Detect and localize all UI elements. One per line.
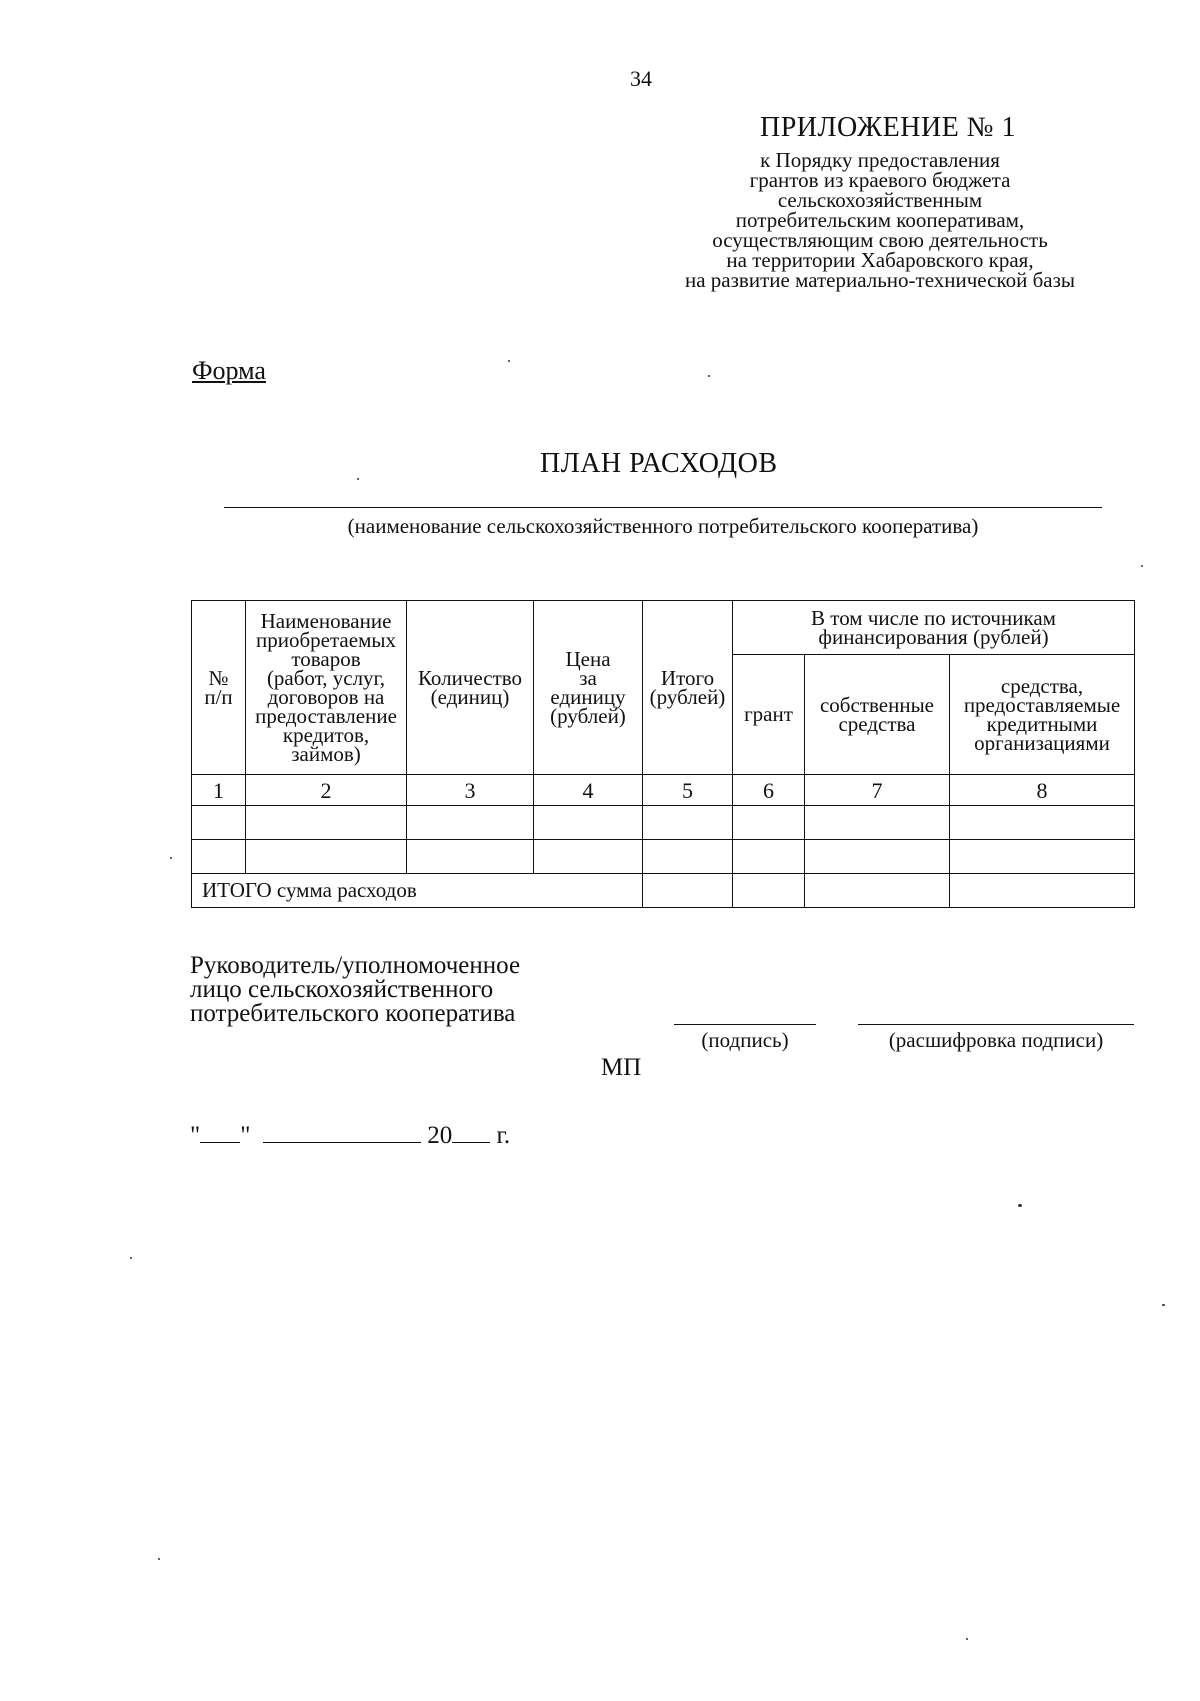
signature-line[interactable] xyxy=(674,1024,816,1025)
total-cell[interactable] xyxy=(733,874,805,908)
header-item-name: Наименование приобретаемых товаров (работ, услуг, договоров на предоставление кредитов, займов) xyxy=(246,601,407,775)
table-cell[interactable] xyxy=(407,806,534,840)
header-funding-sources: В том числе по источникам финансирования (рублей) xyxy=(733,601,1135,655)
form-label: Форма xyxy=(192,356,266,385)
appendix-line: потребительским кооперативам, xyxy=(735,208,1025,232)
appendix-line: грантов из краевого бюджета xyxy=(749,168,1011,192)
column-number: 1 xyxy=(192,775,246,806)
header-credit-funds: средства, предоставляемые кредитными организациями xyxy=(950,655,1135,775)
table-cell[interactable] xyxy=(805,806,950,840)
signer-title: Руководитель/уполномоченное лицо сельскохозяйственного потребительского кооператива xyxy=(190,952,521,1027)
month-blank[interactable] xyxy=(263,1120,421,1143)
total-cell[interactable] xyxy=(950,874,1135,908)
quote-close: " xyxy=(240,1122,251,1149)
total-row xyxy=(192,874,1135,908)
column-number: 8 xyxy=(950,775,1135,806)
header-grant: грант xyxy=(733,655,805,775)
column-number: 4 xyxy=(534,775,643,806)
table-row xyxy=(192,840,1135,874)
signature-decoding-caption: (расшифровка подписи) xyxy=(888,1028,1104,1052)
expense-plan-table xyxy=(191,600,1135,908)
signature-caption: (подпись) xyxy=(701,1028,789,1052)
quote-open: " xyxy=(190,1122,201,1149)
scan-speck xyxy=(1162,1304,1165,1306)
total-label: ИТОГО сумма расходов xyxy=(192,874,643,908)
table-cell[interactable] xyxy=(733,806,805,840)
header-quantity: Количество (единиц) xyxy=(407,601,534,775)
column-number: 3 xyxy=(407,775,534,806)
table-cell[interactable] xyxy=(407,840,534,874)
table-cell[interactable] xyxy=(534,840,643,874)
appendix-line: осуществляющим свою деятельность xyxy=(712,228,1048,252)
table-cell[interactable] xyxy=(246,806,407,840)
appendix-line: к Порядку предоставления xyxy=(760,148,1000,172)
table-cell[interactable] xyxy=(192,840,246,874)
cooperative-name-caption: (наименование сельскохозяйственного потребительского кооператива) xyxy=(347,514,979,538)
appendix-title: ПРИЛОЖЕНИЕ № 1 xyxy=(760,112,1016,143)
table-cell[interactable] xyxy=(643,840,733,874)
plan-title: ПЛАН РАСХОДОВ xyxy=(540,448,778,479)
column-number: 5 xyxy=(643,775,733,806)
appendix-line: на территории Хабаровского края, xyxy=(726,248,1034,272)
scan-speck xyxy=(170,857,172,859)
scan-speck xyxy=(130,1257,132,1259)
table-cell[interactable] xyxy=(192,806,246,840)
scan-speck xyxy=(357,478,359,480)
page-number: 34 xyxy=(630,66,652,91)
year-blank[interactable] xyxy=(452,1120,490,1143)
column-number: 6 xyxy=(733,775,805,806)
table-cell[interactable] xyxy=(534,806,643,840)
header-own-funds: собственные средства xyxy=(805,655,950,775)
table-cell[interactable] xyxy=(733,840,805,874)
total-cell[interactable] xyxy=(805,874,950,908)
cooperative-name-line xyxy=(224,507,1102,508)
year-suffix: г. xyxy=(496,1122,511,1149)
header-num: № п/п xyxy=(192,601,246,775)
scan-speck xyxy=(1018,1204,1022,1207)
table-cell[interactable] xyxy=(246,840,407,874)
appendix-reference xyxy=(640,150,1120,290)
date-line xyxy=(190,1120,510,1150)
total-cell[interactable] xyxy=(643,874,733,908)
scan-speck xyxy=(966,1638,968,1640)
scan-speck xyxy=(1141,565,1143,567)
stamp-place: МП xyxy=(601,1054,642,1081)
table-cell[interactable] xyxy=(643,806,733,840)
table-cell[interactable] xyxy=(950,806,1135,840)
header-total: Итого (рублей) xyxy=(643,601,733,775)
table-row xyxy=(192,806,1135,840)
column-number: 2 xyxy=(246,775,407,806)
column-number: 7 xyxy=(805,775,950,806)
table-cell[interactable] xyxy=(950,840,1135,874)
signature-decoding-line[interactable] xyxy=(858,1024,1134,1025)
table-cell[interactable] xyxy=(805,840,950,874)
header-unit-price: Цена за единицу (рублей) xyxy=(534,601,643,775)
column-number-row xyxy=(192,775,1135,806)
scan-speck xyxy=(708,375,710,377)
scan-speck xyxy=(508,360,510,362)
year-prefix: 20 xyxy=(427,1122,453,1149)
scan-speck xyxy=(158,1558,160,1560)
day-blank[interactable] xyxy=(200,1120,240,1143)
appendix-line: на развитие материально-технической базы xyxy=(685,268,1075,292)
appendix-line: сельскохозяйственным xyxy=(777,188,983,212)
